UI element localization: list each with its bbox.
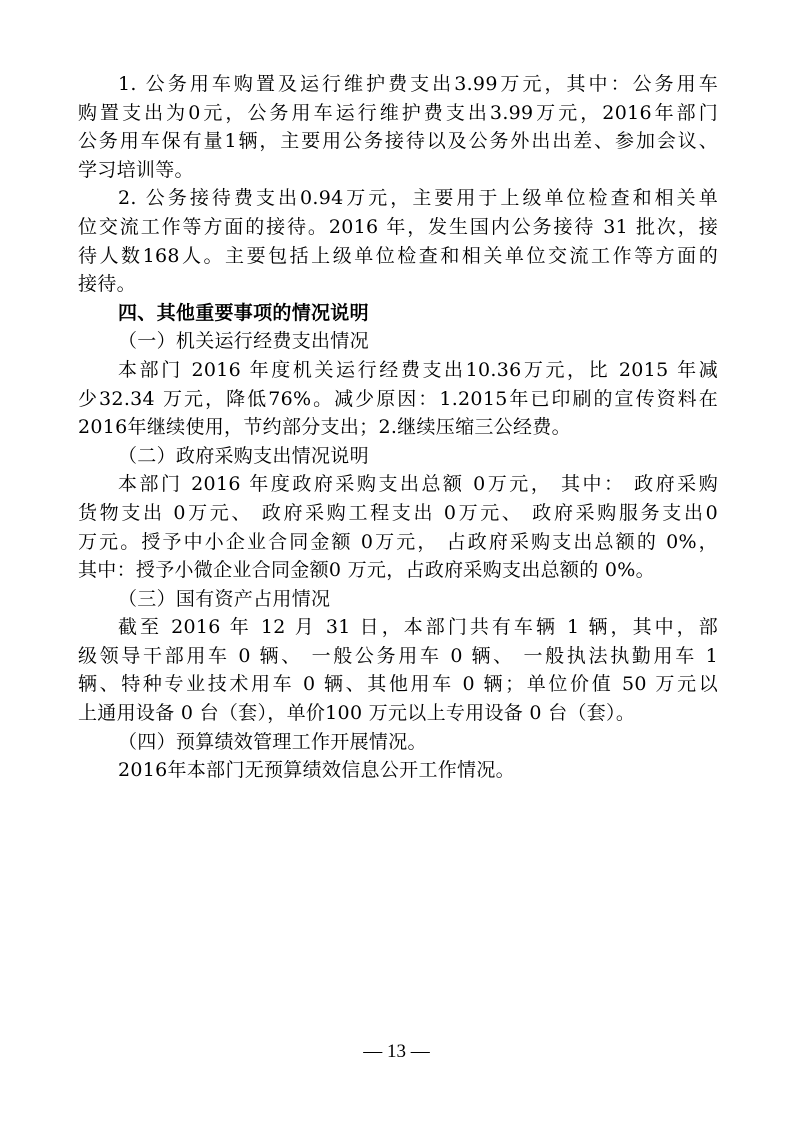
subsection-heading: （四）预算绩效管理工作开展情况。	[118, 730, 427, 753]
text-line: 级领导干部用车 0 辆、 一般公务用车 0 辆、 一般执法执勤用车 1	[78, 644, 718, 667]
text-line: 其中：授予小微企业合同金额0 万元，占政府采购支出总额的 0%。	[78, 559, 655, 582]
section-heading: 四、其他重要事项的情况说明	[118, 301, 369, 324]
text-line: 购置支出为0元，公务用车运行维护费支出3.99万元，2016年部门	[78, 101, 718, 124]
subsection-heading: （二）政府采购支出情况说明	[118, 444, 369, 467]
text-line: 接待。	[78, 273, 136, 296]
paragraph-vehicle-expenses	[78, 70, 718, 184]
text-line: 截至 2016 年 12 月 31 日，本部门共有车辆 1 辆，其中，部	[118, 616, 718, 639]
paragraph-reception-expenses	[78, 184, 718, 298]
text-line: 1. 公务用车购置及运行维护费支出3.99万元，其中：公务用车	[118, 73, 718, 95]
text-line: 公务用车保有量1辆，主要用公务接待以及公务外出出差、参加会议、	[78, 130, 718, 153]
document-body	[78, 70, 718, 785]
paragraph-operating-expenses	[78, 356, 718, 442]
text-line: 货物支出 0万元、 政府采购工程支出 0万元、 政府采购服务支出0	[78, 501, 718, 524]
text-line: 本部门 2016 年度机关运行经费支出10.36万元，比 2015 年减	[118, 358, 718, 381]
page-number: — 13 —	[363, 1041, 430, 1062]
subsection-heading: （三）国有资产占用情况	[118, 587, 331, 610]
text-line: 少32.34 万元，降低76%。减少原因：1.2015年已印刷的宣传资料在	[78, 387, 718, 410]
text-line: 待人数168人。主要包括上级单位检查和相关单位交流工作等方面的	[78, 244, 718, 267]
text-line: 2016年继续使用，节约部分支出；2.继续压缩三公经费。	[78, 416, 571, 439]
text-line: 学习培训等。	[78, 158, 194, 181]
text-line: 万元。授予中小企业合同金额 0万元， 占政府采购支出总额的 0%，	[78, 530, 718, 553]
paragraph-state-assets	[78, 613, 718, 727]
paragraph-performance-management: 2016年本部门无预算绩效信息公开工作情况。	[118, 759, 515, 782]
text-line: 辆、特种专业技术用车 0 辆、其他用车 0 辆；单位价值 50 万元以	[78, 673, 718, 696]
text-line: 上通用设备 0 台（套），单价100 万元以上专用设备 0 台（套）。	[78, 702, 636, 725]
text-line: 位交流工作等方面的接待。2016 年，发生国内公务接待 31 批次，接	[78, 215, 718, 238]
text-line: 本部门 2016 年度政府采购支出总额 0万元， 其中： 政府采购	[118, 473, 718, 496]
paragraph-procurement	[78, 470, 718, 584]
text-line: 2. 公务接待费支出0.94万元，主要用于上级单位检查和相关单	[118, 187, 718, 210]
subsection-heading: （一）机关运行经费支出情况	[118, 330, 369, 353]
